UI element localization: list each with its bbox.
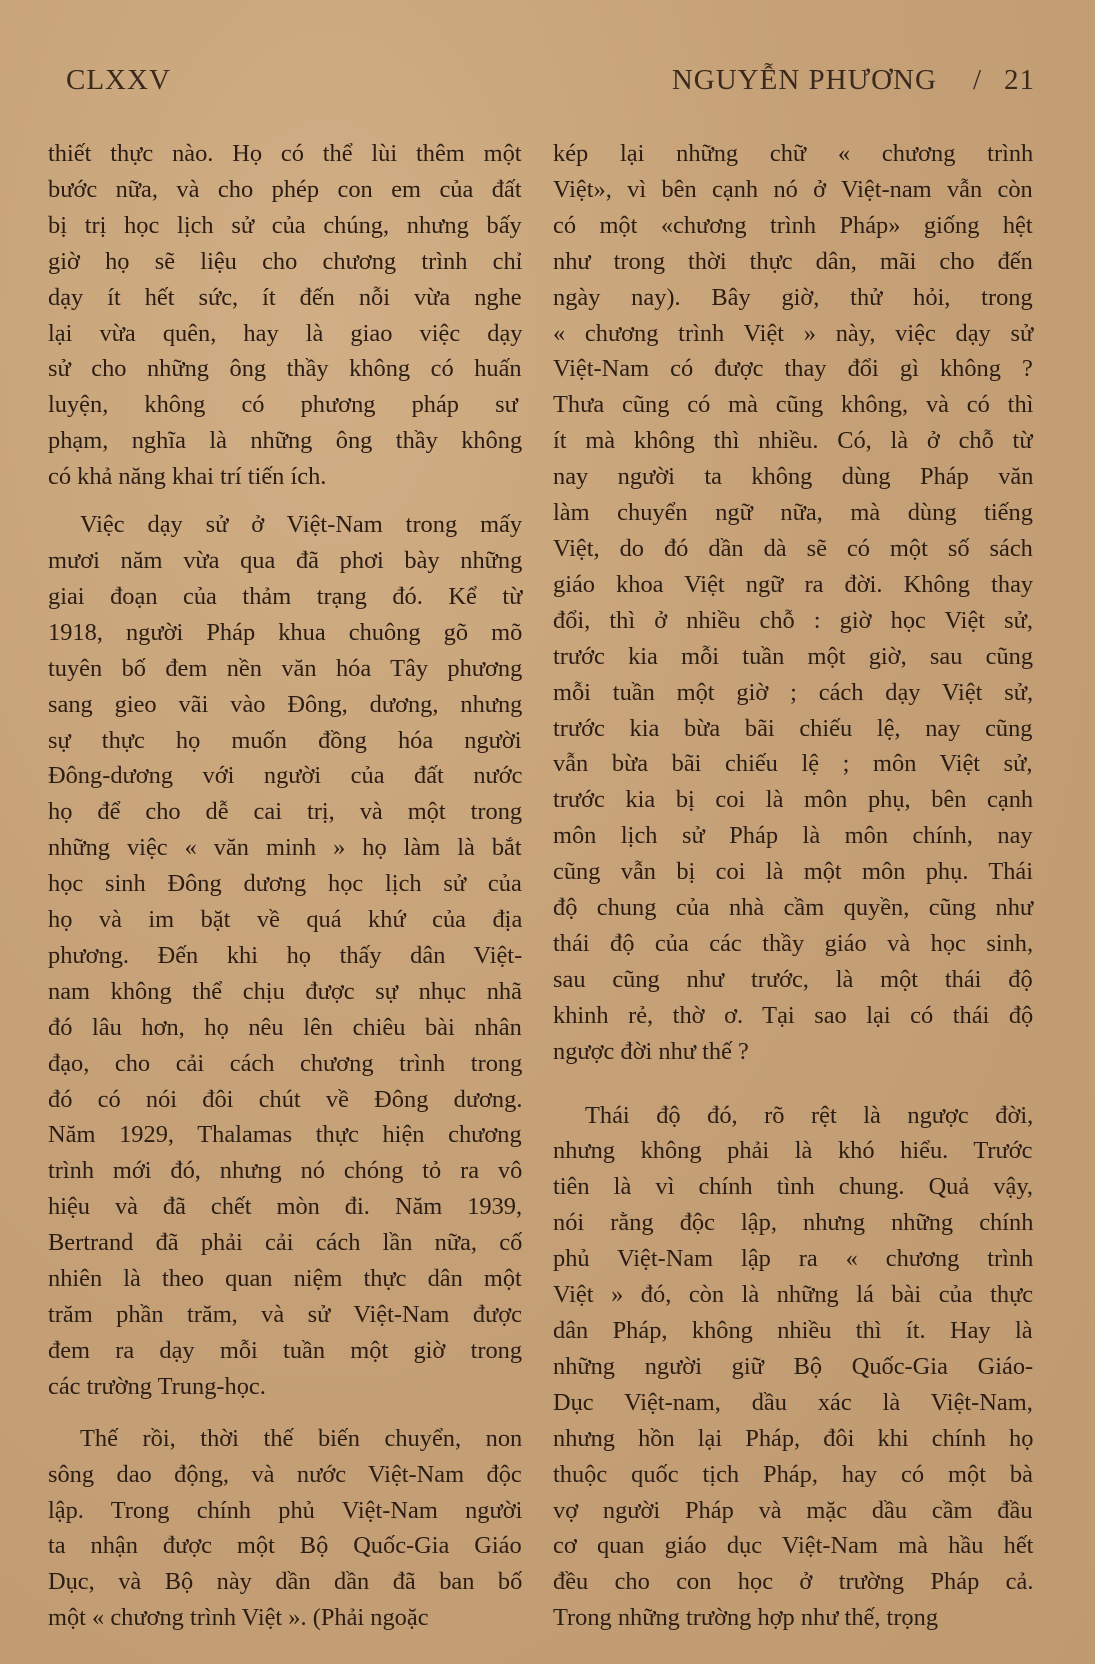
text-line: hiệu và đã chết mòn đi. Năm 1939, (48, 1193, 523, 1221)
text-line: một « chương trình Việt ». (Phải ngoặc (48, 1604, 429, 1632)
text-line: Bertrand đã phải cải cách lần nữa, cố (48, 1229, 523, 1257)
paragraph (48, 136, 522, 495)
text-line: nay người ta không dùng Pháp văn (553, 463, 1034, 491)
text-line: làm chuyển ngữ nữa, mà dùng tiếng (553, 499, 1033, 527)
text-line: « chương trình Việt » này, việc dạy sử (553, 319, 1034, 347)
text-line: mươi năm vừa qua đã phơi bày những (48, 546, 523, 574)
text-line: giáo khoa Việt ngữ ra đời. Không thay (553, 570, 1034, 598)
text-line: lập. Trong chính phủ Việt-Nam người (48, 1496, 523, 1524)
text-line: họ và im bặt về quá khứ của địa (48, 906, 523, 934)
text-line: độ chung của nhà cầm quyền, cũng như (553, 894, 1034, 922)
text-line: trước kia mỗi tuần một giờ, sau cũng (553, 642, 1034, 670)
text-line: khinh rẻ, thờ ơ. Tại sao lại có thái độ (553, 1001, 1034, 1029)
text-line: thuộc quốc tịch Pháp, hay có một bà (553, 1460, 1033, 1488)
text-line: ngược đời như thế ? (553, 1037, 749, 1065)
text-line: Việt » đó, còn là những lá bài của thực (553, 1281, 1034, 1309)
text-line: có khả năng khai trí tiến ích. (48, 463, 327, 491)
text-line: tuyên bố đem nền văn hóa Tây phương (48, 654, 523, 682)
text-line: đạo, cho cải cách chương trình trong (48, 1049, 523, 1077)
text-line: ngày nay). Bây giờ, thử hỏi, trong (553, 283, 1033, 311)
text-line: lại vừa quên, hay là giao việc dạy (48, 319, 523, 347)
paragraph (48, 507, 522, 1405)
text-line: mỗi tuần một giờ ; cách dạy Việt sử, (553, 678, 1034, 706)
paragraph (553, 136, 1033, 1070)
text-line: đó lâu hơn, họ nêu lên chiêu bài nhân (48, 1013, 522, 1041)
text-line: sử cho những ông thầy không có huấn (48, 355, 522, 383)
text-line: trăm phần trăm, và sử Việt-Nam được (48, 1301, 522, 1328)
running-title-group (672, 64, 1035, 97)
text-line: Thế rồi, thời thế biến chuyển, non (80, 1424, 523, 1452)
text-line: luyện, không có phương pháp sư (48, 391, 518, 419)
text-line: phương. Đến khi họ thấy dân Việt- (48, 941, 523, 969)
text-line: sự thực họ muốn đồng hóa người (48, 726, 522, 754)
text-line: Thưa cũng có mà cũng không, và có thì (553, 391, 1034, 419)
text-line: các trường Trung-học. (48, 1372, 266, 1400)
text-line: đổi, thì ở nhiều chỗ : giờ học Việt sử, (553, 606, 1033, 634)
text-line: cơ quan giáo dục Việt-Nam mà hầu hết (553, 1532, 1034, 1560)
text-line: những việc « văn minh » họ làm là bắt (48, 834, 522, 862)
text-line: nhưng không phải là khó hiểu. Trước (553, 1137, 1033, 1165)
text-line: cũng vẫn bị coi là một môn phụ. Thái (553, 858, 1034, 886)
text-line: Đông-dương với người của đất nước (48, 762, 523, 790)
text-line: trước kia bị coi là môn phụ, bên cạnh (553, 786, 1034, 814)
text-line: Việt, do đó dần dà sẽ có một số sách (553, 534, 1033, 562)
text-line: đều cho con học ở trường Pháp cả. (553, 1568, 1034, 1596)
text-line: trình mới đó, nhưng nó chóng tỏ ra vô (48, 1157, 523, 1185)
text-line: Trong những trường hợp như thế, trọng (553, 1604, 939, 1632)
text-line: phủ Việt-Nam lập ra « chương trình (553, 1245, 1034, 1273)
text-line: họ để cho dễ cai trị, và một trong (48, 798, 523, 826)
chapter-number: CLXXV (66, 64, 171, 96)
left-text-column (48, 136, 522, 1636)
text-line: Việc dạy sử ở Việt-Nam trong mấy (80, 511, 523, 539)
text-line: nhưng hồn lại Pháp, đôi khi chính họ (553, 1424, 1034, 1452)
text-line: Dục Việt-nam, dầu xác là Việt-Nam, (553, 1388, 1033, 1416)
running-header (58, 64, 1035, 104)
text-line: những người giữ Bộ Quốc-Gia Giáo- (553, 1352, 1034, 1380)
text-line: kép lại những chữ « chương trình (553, 140, 1034, 167)
text-line: 1918, người Pháp khua chuông gõ mõ (48, 618, 523, 646)
text-line: học sinh Đông dương học lịch sử của (48, 870, 522, 898)
text-line: giờ họ sẽ liệu cho chương trình chỉ (48, 247, 523, 275)
text-line: thiết thực nào. Họ có thể lùi thêm một (48, 140, 522, 167)
text-line: Năm 1929, Thalamas thực hiện chương (48, 1121, 522, 1149)
text-line: sang gieo vãi vào Đông, dương, nhưng (48, 690, 523, 718)
text-line: Việt», vì bên cạnh nó ở Việt-nam vẫn còn (553, 175, 1033, 203)
text-line: bị trị học lịch sử của chúng, nhưng bấy (48, 211, 522, 239)
text-line: tiên là vì chính tình chung. Quả vậy, (553, 1173, 1034, 1201)
text-line: nam không thể chịu được sự nhục nhã (48, 977, 522, 1005)
page-number: 21 (1004, 64, 1035, 96)
paragraph (48, 1421, 522, 1636)
text-line: đó có nói đôi chút về Đông dương. (48, 1085, 523, 1113)
text-line: Việt-Nam có được thay đổi gì không ? (553, 355, 1033, 383)
text-line: giai đoạn của thảm trạng đó. Kể từ (48, 582, 523, 610)
text-line: môn lịch sử Pháp là môn chính, nay (553, 822, 1033, 850)
text-line: dạy ít hết sức, ít đến nỗi vừa nghe (48, 283, 522, 311)
text-line: bước nữa, và cho phép con em của đất (48, 175, 522, 203)
text-line: nhiên là theo quan niệm thực dân một (48, 1265, 522, 1293)
author-name: NGUYỄN PHƯƠNG (671, 64, 937, 96)
text-line: trước kia bừa bãi chiếu lệ, nay cũng (553, 714, 1033, 742)
text-line: vợ người Pháp và mặc dầu cầm đầu (553, 1496, 1033, 1524)
text-line: có một «chương trình Pháp» giống hệt (553, 211, 1033, 239)
text-line: đem ra dạy mỗi tuần một giờ trong (48, 1336, 523, 1364)
text-line: sau cũng như trước, là một thái độ (553, 965, 1033, 993)
text-line: dân Pháp, không nhiều thì ít. Hay là (553, 1317, 1033, 1344)
text-line: thái độ của các thầy giáo và học sinh, (553, 929, 1034, 957)
header-separator: / (972, 64, 982, 96)
text-line: ít mà không thì nhiều. Có, là ở chỗ từ (553, 427, 1033, 455)
paragraph (553, 1098, 1033, 1637)
text-line: Thái độ đó, rõ rệt là ngược đời, (585, 1101, 1034, 1129)
text-line: vẫn bừa bãi chiếu lệ ; môn Việt sử, (553, 750, 1033, 778)
text-line: Dục, và Bộ này dần dần đã ban bố (48, 1568, 523, 1596)
text-line: như trong thời thực dân, mãi cho đến (553, 247, 1033, 275)
text-line: sông dao động, và nước Việt-Nam độc (48, 1460, 522, 1488)
text-line: phạm, nghĩa là những ông thầy không (48, 427, 523, 455)
text-line: ta nhận được một Bộ Quốc-Gia Giáo (48, 1532, 522, 1560)
text-line: nói rằng độc lập, nhưng những chính (553, 1209, 1034, 1237)
right-text-column (553, 136, 1033, 1636)
